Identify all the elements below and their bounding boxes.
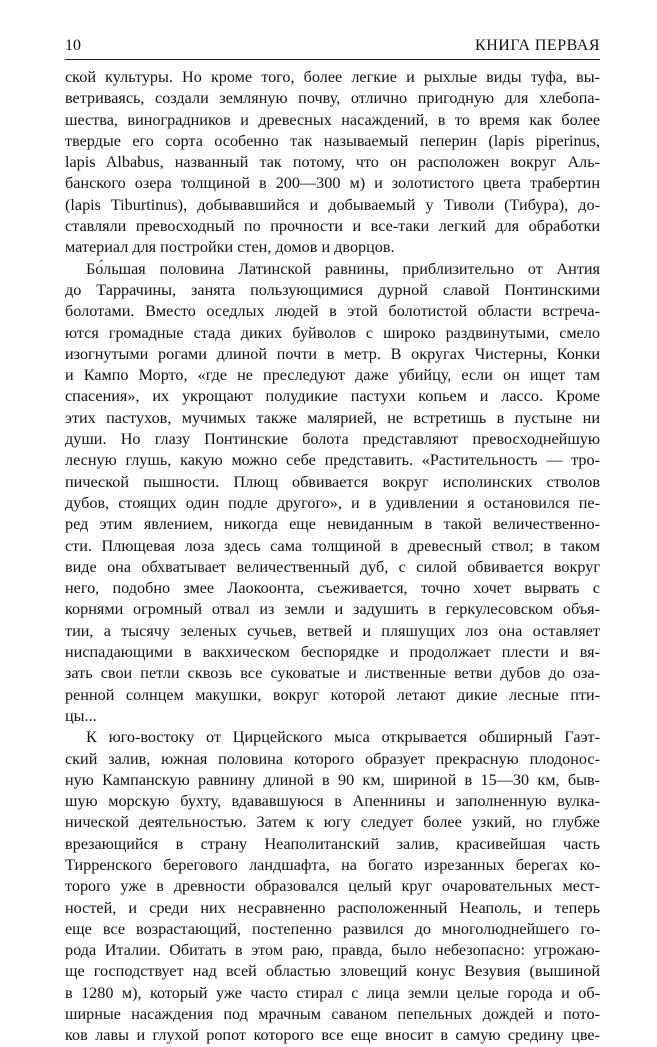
text-line: цы... <box>65 706 97 725</box>
text-line: ставляли превосходный по прочности и все-таки легкий для обработки <box>65 217 600 236</box>
text-line: ренной солнцем макушки, вокруг которой летают дикие лесные пти- <box>65 685 600 704</box>
text-line: до Таррачины, занята пользующимися дурной славой Понтинскими <box>65 280 600 299</box>
text-line: изогнутыми рогами длиной почти в метр. В округах Чистерны, Конки <box>65 344 600 363</box>
text-line: Бо́льшая половина Латинской равнины, приблизительно от Антия <box>86 259 600 278</box>
text-line: К юго-востоку от Цирцейского мыса открывается обширный Гаэт- <box>86 728 600 747</box>
page-header <box>65 35 600 60</box>
text-line: Тирренского берегового ландшафта, на богато изрезанных берегах ко- <box>65 855 600 874</box>
paragraph <box>65 727 600 1046</box>
text-line: материал для постройки стен, домов и дворцов. <box>65 238 395 257</box>
text-line: шества, виноградников и древесных насаждений, в то время как более <box>65 110 600 129</box>
text-line: ской культуры. Но кроме того, более легкие и рыхлые виды туфа, вы- <box>65 68 600 86</box>
text-line: корнями огромный отвал из земли и задушить в геркулесовском объя- <box>65 600 600 619</box>
text-line: души. Но глазу Понтинские болота представляют превосходнейшую <box>65 430 600 449</box>
text-line: лесную глушь, какую можно себе представить. «Растительность — тро- <box>65 451 600 470</box>
text-line: шую морскую бухту, вдававшуюся в Апеннины и заполненную вулка- <box>65 792 600 811</box>
text-line: ностей, и среди них несравненно расположенный Неаполь, и теперь <box>65 898 600 917</box>
text-line: дубов, стоящих один подле другого», и в удивлении я остановился пе- <box>65 493 600 512</box>
text-line: ветриваясь, создали земляную почву, отлично пригодную для хлебопа- <box>65 89 600 108</box>
text-line: тии, а тысячу зеленых сучьев, ветвей и пляшущих лоз она оставляет <box>65 621 600 640</box>
text-line: ще господствует над всей областью зловещий конус Везувия (вышиной <box>65 962 600 981</box>
text-line: спасения», их укрощают полудикие пастухи копьем и лассо. Кроме <box>65 387 600 406</box>
text-line: lapis Albabus, названный так потому, что он расположен вокруг Аль- <box>65 153 600 172</box>
text-line: ский залив, южная половина которого образует прекрасную плодонос- <box>65 749 600 768</box>
running-head: КНИГА ПЕРВАЯ <box>475 37 600 54</box>
text-line: зать свои петли сквозь все суковатые и лиственные ветви дубов до оза- <box>65 664 600 683</box>
text-line: ную Кампанскую равнину длиной в 90 км, шириной в 15—30 км, быв- <box>65 770 600 789</box>
text-line: и Кампо Морто, «где не преследуют даже убийцу, если он ищет там <box>65 366 600 385</box>
text-line: ков лавы и глухой ропот которого все еще вносит в самую средину цве- <box>65 1026 600 1045</box>
text-line: (lapis Tiburtinus), добывавшийся и добываемый у Тиволи (Тибура), до- <box>65 195 600 214</box>
text-line: в 1280 м), который уже часто стирал с лица земли целые города и об- <box>65 983 600 1002</box>
text-line: торого уже в древности образовался целый круг очаровательных мест- <box>65 877 600 896</box>
text-line: банского озера толщиной в 200—300 м) и золотистого цвета трабертин <box>65 174 600 193</box>
text-line: нической деятельностью. Затем к югу следует более узкий, но глубже <box>65 813 600 832</box>
text-line: ниспадающими в вакхическом беспорядке и продолжает плести и вя- <box>65 643 600 662</box>
text-line: него, подобно змее Лаокоонта, съеживается, точно хочет вырвать с <box>65 579 600 598</box>
text-line: твердые его сорта особенно так называемый пеперин (lapis piperinus, <box>65 131 600 150</box>
text-line: ются громадные стада диких буйволов с широко раздвинутыми, смело <box>65 323 600 342</box>
text-line: пической пышности. Плющ обвивается вокруг исполинских стволов <box>65 472 600 491</box>
text-line: виде она обхватывает величественный дуб, с силой обвивается вокруг <box>65 557 600 576</box>
text-line: ширные насаждения под мрачным саваном пепельных дождей и пото- <box>65 1005 600 1024</box>
page-number: 10 <box>65 37 81 54</box>
text-line: ред этим явлением, никогда еще невиданным в такой величественно- <box>65 515 600 534</box>
text-line: рода Италии. Обитать в этом раю, правда, было небезопасно: угрожаю- <box>65 941 600 960</box>
book-page <box>65 35 600 1047</box>
body-text <box>65 67 600 1047</box>
text-line: еще все возрастающий, постепенно развился до многолюднейшего го- <box>65 919 600 938</box>
paragraph <box>65 259 600 728</box>
text-line: этих пастухов, мучимых также малярией, не встретишь в пустыне ни <box>65 408 600 427</box>
text-line: сти. Плющевая лоза здесь сама толщиной в древесный ствол; в таком <box>65 536 600 555</box>
paragraph <box>65 67 600 259</box>
text-line: болотами. Вместо оседлых людей в этой болотистой области встреча- <box>65 302 600 321</box>
text-line: врезающийся в страну Неаполитанский залив, красивейшая часть <box>65 834 600 853</box>
